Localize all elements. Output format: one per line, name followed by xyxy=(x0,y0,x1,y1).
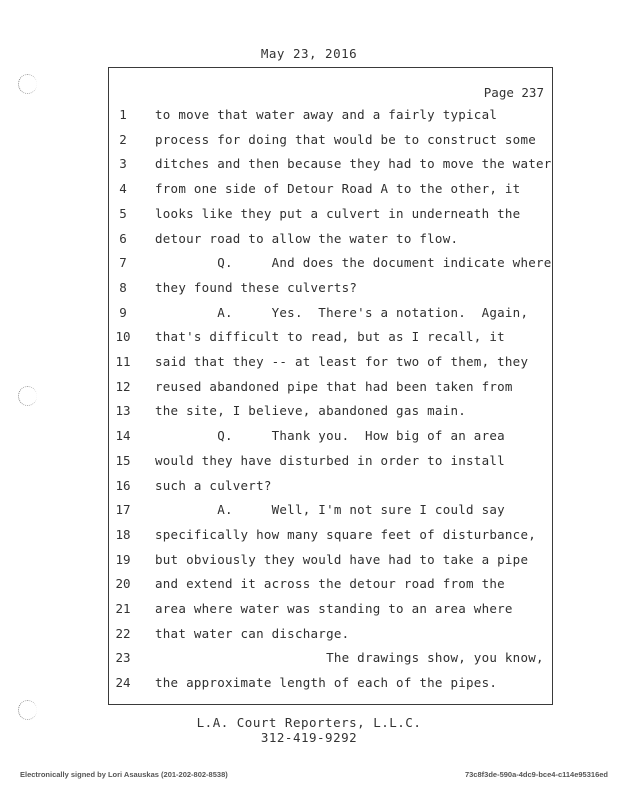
line-text: Q. And does the document indicate where xyxy=(155,255,552,271)
transcript-line xyxy=(109,651,554,675)
transcript-line xyxy=(109,133,554,157)
transcript-line xyxy=(109,355,554,379)
line-text: The drawings show, you know, xyxy=(155,650,544,666)
line-text: said that they -- at least for two of them, they xyxy=(155,354,529,369)
line-number: 12 xyxy=(115,378,131,394)
transcript-frame xyxy=(108,67,553,705)
line-text: the approximate length of each of the pipes. xyxy=(155,675,498,691)
line-number: 10 xyxy=(115,329,131,345)
line-number: 6 xyxy=(119,230,127,246)
transcript-line xyxy=(109,281,554,305)
line-text: to move that water away and a fairly typical xyxy=(155,107,498,122)
punch-hole-top xyxy=(18,74,37,94)
line-text: ditches and then because they had to move the water xyxy=(155,156,552,172)
transcript-line xyxy=(109,207,554,231)
line-number: 24 xyxy=(115,675,131,691)
line-text: and extend it across the detour road from the xyxy=(155,576,505,592)
transcript-line xyxy=(109,380,554,404)
line-text: they found these culverts? xyxy=(155,279,358,295)
reporter-phone: 312-419-9292 xyxy=(260,730,358,745)
line-text: would they have disturbed in order to install xyxy=(155,452,505,468)
line-number: 15 xyxy=(115,452,131,468)
document-id: 73c8f3de-590a-4dc9-bce4-c114e95316ed xyxy=(464,770,608,779)
line-text: from one side of Detour Road A to the other, it xyxy=(155,181,521,197)
transcript-line xyxy=(109,330,554,354)
line-number: 13 xyxy=(115,403,131,419)
transcript-line xyxy=(109,676,554,700)
transcript-line xyxy=(109,479,554,503)
line-text: A. Well, I'm not sure I could say xyxy=(155,502,505,518)
page-number: Page 237 xyxy=(483,85,544,100)
line-number: 14 xyxy=(115,428,131,444)
transcript-line xyxy=(109,454,554,478)
line-number: 16 xyxy=(115,477,131,493)
line-number: 22 xyxy=(115,625,131,641)
line-text: specifically how many square feet of disturbance, xyxy=(155,526,537,542)
transcript-line xyxy=(109,577,554,601)
transcript-line xyxy=(109,108,554,132)
line-number: 20 xyxy=(115,576,131,592)
line-text: that water can discharge. xyxy=(155,625,350,641)
line-number: 4 xyxy=(119,181,127,197)
transcript-line xyxy=(109,182,554,206)
line-number: 5 xyxy=(119,205,127,221)
transcript-line xyxy=(109,553,554,577)
transcript-line xyxy=(109,256,554,280)
line-number: 7 xyxy=(119,255,127,271)
line-text: process for doing that would be to construct some xyxy=(155,131,537,147)
line-number: 19 xyxy=(115,551,131,567)
line-text: the site, I believe, abandoned gas main. xyxy=(155,403,467,419)
line-number: 8 xyxy=(119,279,127,295)
line-number: 1 xyxy=(119,107,127,122)
transcript-line xyxy=(109,404,554,428)
line-text: Q. Thank you. How big of an area xyxy=(155,428,505,444)
line-number: 18 xyxy=(115,526,131,542)
line-text: such a culvert? xyxy=(155,477,272,493)
line-text: looks like they put a culvert in underneath the xyxy=(155,205,521,221)
line-text: that's difficult to read, but as I recall, it xyxy=(155,329,505,345)
transcript-line xyxy=(109,157,554,181)
line-text: area where water was standing to an area where xyxy=(155,601,513,616)
line-number: 23 xyxy=(115,650,131,666)
line-number: 21 xyxy=(115,601,131,616)
line-text: A. Yes. There's a notation. Again, xyxy=(155,304,529,320)
line-text: but obviously they would have had to take a pipe xyxy=(155,551,529,567)
line-number: 17 xyxy=(115,502,131,518)
line-number: 11 xyxy=(115,354,131,369)
line-number: 2 xyxy=(119,131,127,147)
line-number: 9 xyxy=(119,304,127,320)
transcript-line xyxy=(109,429,554,453)
line-number: 3 xyxy=(119,156,127,172)
punch-hole-middle xyxy=(18,386,37,406)
deposition-date: May 23, 2016 xyxy=(260,46,358,61)
transcript-line xyxy=(109,232,554,256)
reporter-company: L.A. Court Reporters, L.L.C. xyxy=(196,715,422,730)
transcript-line xyxy=(109,306,554,330)
transcript-line xyxy=(109,528,554,552)
transcript-line xyxy=(109,627,554,651)
line-text: reused abandoned pipe that had been taken from xyxy=(155,378,513,394)
transcript-line xyxy=(109,503,554,527)
electronic-signature: Electronically signed by Lori Asauskas (201-202-802-8538) xyxy=(20,770,228,779)
transcript-line xyxy=(109,602,554,626)
line-text: detour road to allow the water to flow. xyxy=(155,230,459,246)
